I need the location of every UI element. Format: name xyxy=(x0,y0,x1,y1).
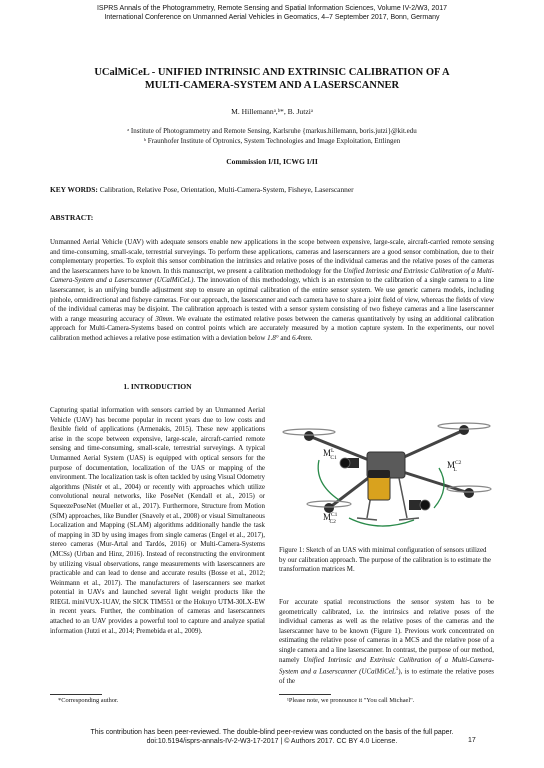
abstract-part-5: . xyxy=(310,333,313,342)
abstract-body xyxy=(50,238,494,344)
abstract-method-name: Unified Intrinsic and Extrinsic Calibration of a Multi-Camera-System and a Laserscanner (UCalMiCeL) xyxy=(50,266,494,285)
introduction-paragraph-1: Capturing spatial information with sensors carried by an Unmanned Aerial Vehicle (UAV) has become popular in recent years due to low costs and flexible field of applications (Armenakis, 2015). These new applications arise in the scope between expensive, large-scale, aircraft-carried remote sensing and time-consuming, small-scale, terrestrial surveyings. A typical Unmanned Aerial System (UAS) is equipped with optical sensors for the purpose of documentation, localization of the UAS or mapping of the environment. The localization task is often tackled by using Visual Odometry algorithms (Nistér et al., 2004) or recently with approaches which utilize convolutional neural networks, like PoseNet (Kendall et al., 2015) or SqueezePoseNet (Mueller et al., 2017). Furthermore, Structure from Motion (SfM) approaches, like Bundler (Snavely et al., 2008) or visual Simultaneous Localization and Mapping (SLAM) algorithms additionally handle the task of mapping in 3D by using images from single cameras (Engel et al., 2017), stereo cameras (Mur-Artal and Tardós, 2016) or Multi-Camera-Systems (MCSs) (Urban and Hinz, 2016). Instead of reconstructing the environment by utilizing visual observations, range measurements with laserscanners are practicable and can lead to dense and accurate results (Bosse et al., 2012; Weinmann et al., 2017). The manufacturers of laserscanners see market potential in UAVs and launched several light weight products like the RIEGL miniVUX-1UAV, the SICK TIM551 or the Hokuyo UTM-30LX-EW in recent years. Further, the combination of cameras and laserscanners attached to an UAV provides a powerful tool to capture and analyze spatial information (Jutzi et al., 2014; Premebida et al., 2009). xyxy=(50,406,265,635)
motor-back-right xyxy=(464,488,474,498)
keywords xyxy=(50,185,494,194)
figure-1-caption: Figure 1: Sketch of an UAS with minimal configuration of sensors utilized by our calibration approach. The purpose of the calibration is to estimate the transformation matrices M. xyxy=(279,546,491,574)
page-number: 17 xyxy=(468,737,476,744)
abstract-part-2: . The innovation of this methodology, which is an extension to the calibration of a single camera to a line laserscanner, is an unifying bundle adjustment step to ensure an optimal calibration of the entire sensor system. We use generic camera models, including pinhole, omnidirectional and fisheye cameras. For our approach, the laserscanner and each camera have to share a joint field of view, whereas the fields of view of the individual cameras may be disjoint. The calibration approach is tested with a sensor system consisting of two fisheye cameras and a line laserscanner with a range measuring accuracy of xyxy=(50,276,495,323)
abstract-part-4: and xyxy=(278,333,293,342)
commission: Commission I/II, ICWG I/II xyxy=(226,157,318,166)
abstract-part-3: . We evaluate the estimated relative poses between the cameras quantitatively by using an additional calibration approach for Multi-Camera-Systems based on control points which are accurately measured by a motion capture system. In the experiments, our novel calibration method achieves a relative pose estimation with a deviation below xyxy=(50,314,495,342)
right-method-name: Unified Intrinsic and Extrinsic Calibration of a Multi-Camera-System and a Laserscanner (UCalMiCeL xyxy=(279,655,494,676)
arrow-m-c1-l xyxy=(318,460,339,500)
label-m-c2-c1: $M^{C1}$ C2 xyxy=(323,512,338,525)
keywords-label: KEY WORDS: xyxy=(50,185,98,194)
footer-line-1: This contribution has been peer-reviewed. The double-blind peer-review was conducted on the basis of the full paper. xyxy=(90,729,454,736)
footnote-rule-left xyxy=(50,694,102,695)
right-part-2: ), is to estimate the relative poses of the xyxy=(279,667,494,686)
keywords-text: Calibration, Relative Pose, Orientation, Multi-Camera-System, Fisheye, Laserscanner xyxy=(97,185,354,194)
title-line-2: MULTI-CAMERA-SYSTEM AND A LASERSCANNER xyxy=(144,80,400,91)
abstract-heading: ABSTRACT: xyxy=(50,213,94,222)
abstract-math-3: 6.4mm xyxy=(292,333,311,342)
footnote-pronunciation: ¹Please note, we pronounce it "You call Michael". xyxy=(287,697,415,704)
laserscanner-top xyxy=(368,470,390,478)
camera-1 xyxy=(340,458,359,468)
affiliation-b: ᵇ Fraunhofer Institute of Optronics, System Technologies and Image Exploitation, Ettlingen xyxy=(143,137,401,145)
right-part-1: For accurate spatial reconstructions the sensor system has to be geometrically calibrated, i.e. the intrinsics and relative poses of the individual cameras as well as the relative poses of the cameras and the laserscanner have to be known (Figure 1). Previous work concentrated on estimating the relative pose of cameras in a MCS and the relative pose of a single camera and a line laserscanner. In contrast, the purpose of our method, namely xyxy=(279,598,494,664)
footnote-rule-right xyxy=(279,694,331,695)
abstract-math-1: 30mm xyxy=(155,314,173,323)
landing-skid-right xyxy=(399,518,419,520)
page-footer xyxy=(0,728,544,746)
header-line-2: International Conference on Unmanned Aerial Vehicles in Geomatics, 4–7 September 2017, Bonn, Germany xyxy=(104,14,440,21)
landing-skid-left xyxy=(357,518,377,520)
motor-front-right xyxy=(459,425,469,435)
introduction-left-column xyxy=(50,406,265,636)
introduction-right-column xyxy=(279,598,494,687)
affiliation-a: ᵃ Institute of Photogrammetry and Remote Sensing, Karlsruhe {markus.hillemann, boris.jutzi}@kit.edu xyxy=(127,127,417,135)
landing-leg-right xyxy=(399,478,407,518)
label-m-c1-l: $M^L$ C1 xyxy=(323,448,337,461)
paper-title xyxy=(40,66,504,92)
title-line-1: UCalMiCeL - UNIFIED INTRINSIC AND EXTRINSIC CALIBRATION OF A xyxy=(94,67,450,78)
section-heading-introduction: 1. INTRODUCTION xyxy=(123,382,192,391)
journal-header xyxy=(0,4,544,22)
affiliations xyxy=(0,126,544,146)
header-line-1: ISPRS Annals of the Photogrammetry, Remote Sensing and Spatial Information Sciences, Volume IV-2/W3, 2017 xyxy=(96,5,448,12)
uas-sketch-svg xyxy=(279,408,494,538)
footer-line-2: doi:10.5194/isprs-annals-IV-2-W3-17-2017 | © Authors 2017. CC BY 4.0 License. xyxy=(146,738,398,745)
camera-2 xyxy=(409,500,430,510)
figure-1-uas-sketch xyxy=(279,408,494,538)
abstract-part-1: Unmanned Aerial Vehicle (UAV) with adequate sensors enable new applications in the scope between expensive, large-scale, aircraft-carried remote sensing and time-consuming, small-scale, terrestrial surveyings. To perform these applications, cameras and laserscanners are a good sensor combination, due to their complementary properties. To exploit this sensor combination the intrinsics and relative poses of the individual cameras and the relative poses of the cameras and the laserscanners have to be known. In this manuscript, we present a calibration methodology for the xyxy=(50,238,494,275)
footnote-corresponding: *Corresponding author. xyxy=(58,697,119,704)
label-m-l-c2: $M^{C2}$ L xyxy=(447,460,462,473)
laserscanner xyxy=(368,476,390,500)
footnote-marker: 1 xyxy=(395,667,399,673)
arrow-m-l-c2 xyxy=(434,468,444,508)
authors: M. Hillemannᵃ,ᵇ*, B. Jutziᵃ xyxy=(231,107,313,116)
abstract-math-2: 1.8° xyxy=(267,333,279,342)
motor-front-left xyxy=(304,431,314,441)
